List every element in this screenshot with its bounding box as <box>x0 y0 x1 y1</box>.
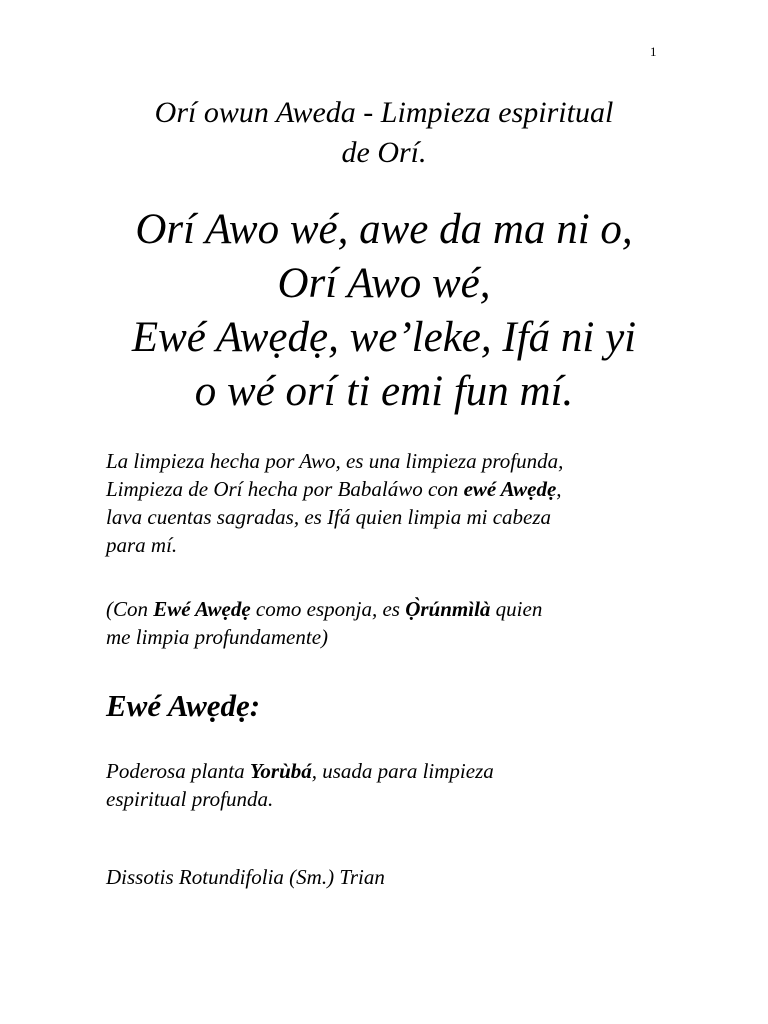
note-paragraph <box>106 595 706 651</box>
invocation-line: Orí Awo wé, <box>277 260 491 307</box>
title-line-2: de Orí. <box>341 136 427 169</box>
species-line: Dissotis Rotundifolia (Sm.) Trian <box>106 865 385 889</box>
translation-line: para mí. <box>106 533 178 557</box>
species-name <box>106 863 706 891</box>
description-text: , usada para limpieza <box>311 759 494 783</box>
description-text: Poderosa planta <box>106 759 250 783</box>
translation-line: lava cuentas sagradas, es Ifá quien limpia mi cabeza <box>106 505 552 529</box>
translation-text: , <box>556 477 562 501</box>
note-text: como esponja, es <box>250 597 406 621</box>
document-title <box>60 93 708 173</box>
note-text: (Con <box>106 597 154 621</box>
page-number: 1 <box>650 44 657 59</box>
note-line: me limpia profundamente) <box>106 625 329 649</box>
invocation-line: Orí Awo wé, awe da ma ni o, <box>135 206 633 253</box>
note-line <box>106 595 706 623</box>
invocation-line: o wé orí ti emi fun mí. <box>194 368 574 415</box>
description-line: espiritual profunda. <box>106 787 274 811</box>
culture-name-emphasis: Yorùbá <box>249 759 312 783</box>
title-line-1: Orí owun Aweda - Limpieza espiritual <box>154 96 614 129</box>
plant-name-emphasis: ewé Awẹdẹ <box>463 477 557 501</box>
plant-name-emphasis: Ewé Awẹdẹ <box>153 597 251 621</box>
invocation-verse <box>40 203 728 419</box>
deity-name-emphasis: Ọ̀rúnmìlà <box>405 597 491 621</box>
section-heading: Ewé Awẹdẹ: <box>106 688 261 723</box>
description-line <box>106 757 706 785</box>
plant-description <box>106 757 706 813</box>
translation-line <box>106 475 706 503</box>
translation-text: Limpieza de Orí hecha por Babaláwo con <box>106 477 464 501</box>
translation-line: La limpieza hecha por Awo, es una limpieza profunda, <box>106 449 564 473</box>
note-text: quien <box>490 597 543 621</box>
invocation-line: Ewé Awẹdẹ, we’leke, Ifá ni yi <box>131 314 637 361</box>
translation-paragraph <box>106 447 706 559</box>
